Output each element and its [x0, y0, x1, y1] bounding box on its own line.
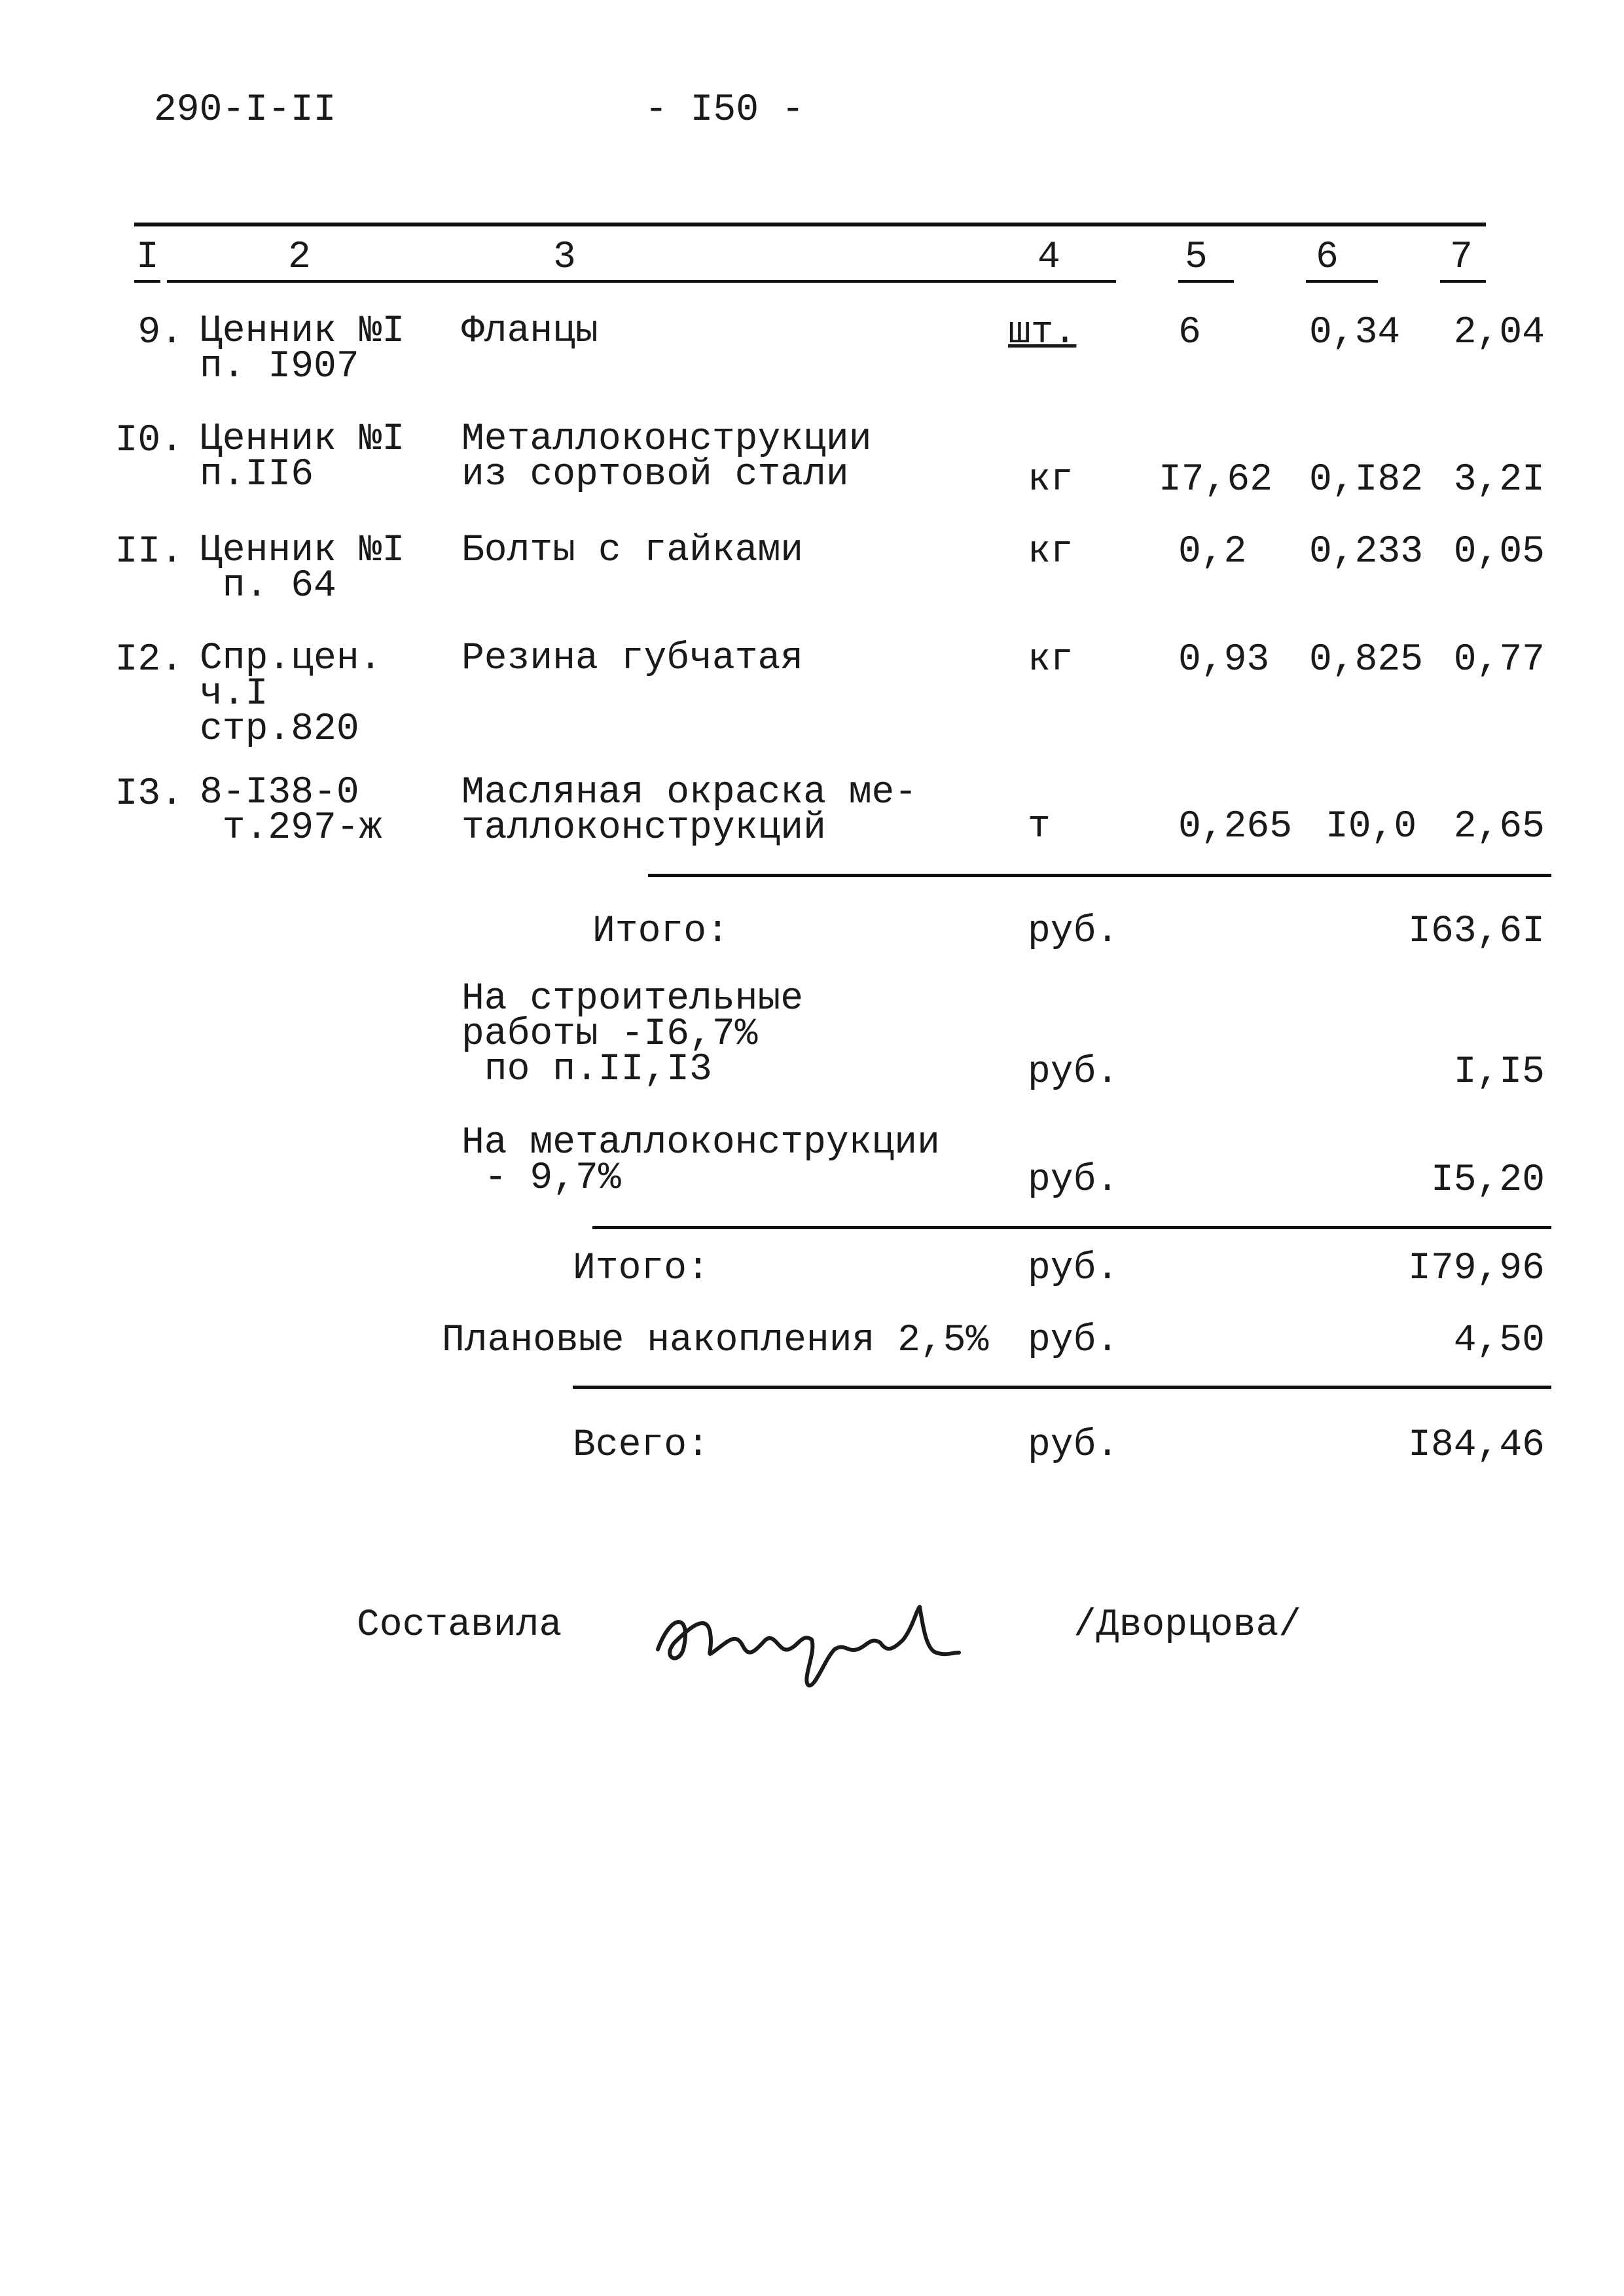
subtotal-rule	[648, 874, 1551, 877]
row-number: 9.	[137, 312, 183, 354]
summary-unit: руб.	[1028, 910, 1119, 953]
row-unit: кг	[1028, 639, 1074, 681]
summary-value: I,I5	[1453, 1051, 1545, 1094]
row-unit: кг	[1028, 459, 1074, 501]
row-quantity: 0,2	[1178, 531, 1247, 573]
row-unit: шт.	[1008, 312, 1077, 354]
summary-label: Итого:	[592, 910, 729, 953]
row-name: Фланцы	[461, 310, 598, 353]
column-header-3: 3	[553, 236, 576, 279]
summary-unit: руб.	[1028, 1051, 1119, 1094]
summary-value: I84,46	[1408, 1424, 1545, 1467]
row-quantity: 6	[1178, 312, 1201, 354]
summary-label: На строительные работы -I6,7% по п.II,I3	[461, 978, 804, 1091]
summary-unit: руб.	[1028, 1319, 1119, 1362]
summary-value: I5,20	[1430, 1159, 1545, 1202]
row-price: 0,I82	[1309, 459, 1424, 501]
column-header-7: 7	[1450, 236, 1473, 279]
header-underline	[1178, 280, 1234, 283]
column-header-4: 4	[1038, 236, 1060, 279]
row-total: 2,65	[1453, 806, 1545, 848]
row-quantity: 0,265	[1178, 806, 1293, 848]
row-number: I0.	[115, 420, 183, 462]
header-underline	[1306, 280, 1378, 283]
summary-label: Плановые накопления 2,5%	[442, 1319, 989, 1362]
summary-label: Итого:	[573, 1247, 710, 1290]
row-number: II.	[115, 531, 183, 573]
summary-value: I63,6I	[1408, 910, 1545, 953]
column-header-6: 6	[1316, 236, 1339, 279]
row-reference: Спр.цен. ч.I стр.820	[200, 637, 382, 751]
page-number: - I50 -	[645, 89, 804, 132]
summary-unit: руб.	[1028, 1424, 1119, 1467]
row-name: Резина губчатая	[461, 637, 804, 680]
row-quantity: 0,93	[1178, 639, 1270, 681]
handwritten-signature	[645, 1587, 965, 1692]
row-reference: Ценник №I п. 64	[200, 529, 405, 607]
summary-label: На металлоконструкции - 9,7%	[461, 1122, 940, 1200]
row-number: I2.	[115, 639, 183, 681]
summary-value: 4,50	[1453, 1319, 1545, 1362]
row-price: I0,0	[1326, 806, 1417, 848]
row-price: 0,233	[1309, 531, 1424, 573]
row-reference: Ценник №I п. I907	[200, 310, 405, 388]
signature-label: Составила	[357, 1604, 562, 1647]
row-name: Масляная окраска ме- таллоконструкций	[461, 772, 918, 850]
total-rule	[573, 1386, 1551, 1389]
header-underline	[134, 280, 160, 283]
summary-value: I79,96	[1408, 1247, 1545, 1290]
row-total: 2,04	[1453, 312, 1545, 354]
column-header-1: I	[136, 236, 159, 279]
subtotal-rule	[592, 1226, 1551, 1229]
header-underline	[1440, 280, 1486, 283]
signatory-name: /Дворцова/	[1074, 1604, 1302, 1647]
row-price: 0,34	[1309, 312, 1401, 354]
row-name: Металлоконструкции из сортовой стали	[461, 418, 872, 496]
row-number: I3.	[115, 773, 183, 816]
row-name: Болты с гайками	[461, 529, 804, 572]
row-price: 0,825	[1309, 639, 1424, 681]
column-header-5: 5	[1185, 236, 1208, 279]
row-total: 0,05	[1453, 531, 1545, 573]
row-reference: Ценник №I п.II6	[200, 418, 405, 496]
row-reference: 8-I38-0 т.297-ж	[200, 772, 382, 850]
summary-label: Всего:	[573, 1424, 710, 1467]
column-header-2: 2	[288, 236, 311, 279]
row-total: 3,2I	[1453, 459, 1545, 501]
header-underline	[167, 280, 1116, 283]
row-quantity: I7,62	[1159, 459, 1273, 501]
summary-unit: руб.	[1028, 1247, 1119, 1290]
summary-unit: руб.	[1028, 1159, 1119, 1202]
row-total: 0,77	[1453, 639, 1545, 681]
document-code: 290-I-II	[154, 89, 336, 132]
row-unit: т	[1028, 806, 1051, 848]
row-unit: кг	[1028, 531, 1074, 573]
table-top-rule	[134, 223, 1486, 226]
